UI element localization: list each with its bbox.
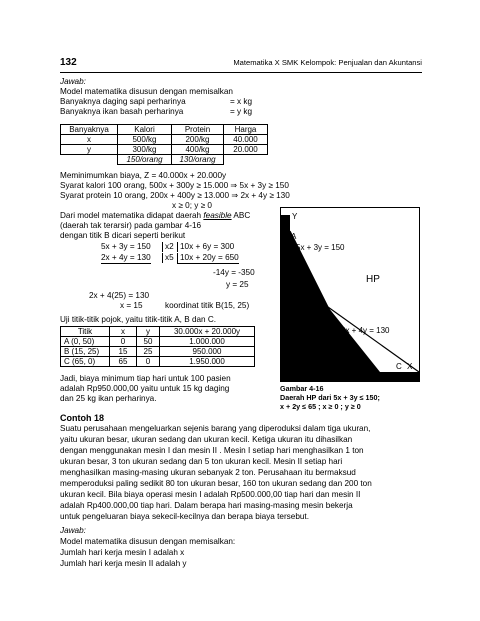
table-cell: 15 xyxy=(110,347,137,357)
table-header-cell: Protein xyxy=(172,125,224,135)
table-cell: 150/orang xyxy=(118,155,172,165)
var-x-label: Banyaknya daging sapi perharinya xyxy=(60,97,186,106)
table-cell: 130/orang xyxy=(172,155,224,165)
table-cell: 300/kg xyxy=(118,145,172,155)
table-row xyxy=(61,135,268,145)
elim-substitution: 2x + 4(25) = 130 xyxy=(89,291,150,300)
table-header-cell: 30.000x + 20.000y xyxy=(160,327,255,337)
example-line: Suatu perusahaan mengeluarkan sejenis barang yang diperoduksi dalam tiga ukuran, xyxy=(60,424,371,433)
conclusion-line-3: dan 25 kg ikan perharinya. xyxy=(60,394,157,403)
caption-line-2: x + 2y ≤ 65 ; x ≥ 0 ; y ≥ 0 xyxy=(280,402,361,411)
example-line: yaitu ukuran besar, ukuran sedang dan ukuran kecil. Ketiga ukuran itu dihasilkan xyxy=(60,435,353,444)
nutrition-table xyxy=(60,124,268,165)
example-line: ukuran besar, 3 ton ukuran sedang dan 5 ton ukuran kecil. Mesin II setiap hari xyxy=(60,457,343,466)
x-axis-label: X xyxy=(407,362,413,371)
conclusion-line-1: Jadi, biaya minimum tiap hari untuk 100 pasien xyxy=(60,374,231,383)
table-cell: 1.950.000 xyxy=(160,357,255,367)
page-number: 132 xyxy=(60,57,77,68)
table-header-cell: Titik xyxy=(61,327,110,337)
table-header-cell: x xyxy=(110,327,137,337)
example-line: menghasilkan masing-masing ukuran sebanyak 2 ton. Perusahaan itu bermaksud xyxy=(60,468,356,477)
table-cell: C (65, 0) xyxy=(61,357,110,367)
elim-mult2: x5 xyxy=(162,253,174,263)
table-cell: 400/kg xyxy=(172,145,224,155)
region-suffix: ABC xyxy=(231,211,251,220)
page-header xyxy=(60,54,422,73)
figure-caption xyxy=(280,384,380,411)
table-cell: 0 xyxy=(110,337,137,347)
line1-label: 5x + 3y = 150 xyxy=(296,243,345,252)
table-cell xyxy=(61,155,118,165)
elim-eq2: 2x + 4y = 130 xyxy=(101,253,151,264)
objective-line: Meminimumkan biaya, Z = 40.000x + 20.000y xyxy=(60,171,227,180)
book-title: Matematika X SMK Kelompok: Penjualan dan Akuntansi xyxy=(233,58,422,67)
corner-point-table xyxy=(60,326,255,367)
example-heading: Contoh 18 xyxy=(60,413,104,423)
table-row xyxy=(61,347,255,357)
example-line: ukuran kecil. Bila biaya operasi mesin I adalah Rp500.000,00 tiap hari dan mesin II xyxy=(60,490,361,499)
table-header-cell: Kalori xyxy=(118,125,172,135)
nonneg-constraint: x ≥ 0; y ≥ 0 xyxy=(172,201,212,210)
jawab-label-2: Jawab: xyxy=(60,526,86,535)
test-corner-points: Uji titik-titik pojok, yaitu titik-titik A, B dan C. xyxy=(60,315,217,324)
caption-title: Gambar 4-16 xyxy=(280,384,324,393)
example-line: memperoduksi paling sedikit 80 ton ukuran besar, 160 ton ukuran sedang dan 200 ton xyxy=(60,479,372,488)
table-row xyxy=(61,145,268,155)
conclusion-line-2: adalah Rp950.000,00 yaitu untuk 15 kg daging xyxy=(60,384,230,393)
hp-label: HP xyxy=(366,274,380,285)
elim-mult1: x2 xyxy=(162,242,174,252)
var-y-label: Banyaknya ikan basah perharinya xyxy=(60,107,184,116)
example-line: adalah Rp400.000,00 tiap hari. Dalam berapa hari masing-masing mesin bekerja xyxy=(60,501,353,510)
var-y-value: = y kg xyxy=(230,107,253,116)
table-cell: y xyxy=(61,145,118,155)
table-header-cell: y xyxy=(137,327,160,337)
table-header-row xyxy=(61,327,255,337)
line2-label: 2x + 4y = 130 xyxy=(341,326,390,335)
feasible-word: feasible xyxy=(203,211,232,220)
table-cell xyxy=(224,155,268,165)
point-c-label: C xyxy=(396,362,402,371)
region-line-2: (daerah tak terarsir) pada gambar 4-16 xyxy=(60,221,202,230)
table-cell: 950.000 xyxy=(160,347,255,357)
table-cell: 0 xyxy=(137,357,160,367)
var-x-value: = x kg xyxy=(230,97,253,106)
table-header-row xyxy=(61,125,268,135)
region-line-3: dengan titik B dicari seperti berikut xyxy=(60,231,186,240)
elim-res1: 10x + 6y = 300 xyxy=(177,242,234,252)
answer-line: Jumlah hari kerja mesin II adalah y xyxy=(60,559,187,568)
table-cell: x xyxy=(61,135,118,145)
feasible-region-graph xyxy=(280,207,420,382)
table-cell: B (15, 25) xyxy=(61,347,110,357)
protein-constraint: Syarat protein 10 orang, 200x + 400y ≥ 13.000 ⇒ 2x + 4y ≥ 130 xyxy=(60,191,290,200)
caption-line-1: Daerah HP dari 5x + 3y ≤ 150; xyxy=(280,393,380,402)
elim-eq1: 5x + 3y = 150 xyxy=(101,242,151,251)
example-line: untuk pengeluaran biaya sekecil-kecilnya dan berapa biaya tersebut. xyxy=(60,512,309,521)
table-cell: 65 xyxy=(110,357,137,367)
y-axis-label: Y xyxy=(292,212,298,221)
elim-y-value: y = 25 xyxy=(226,280,249,289)
table-cell: 40.000 xyxy=(224,135,268,145)
example-line: dengan menggunakan mesin I dan mesin II . Mesin I setiap hari menghasilkan 1 ton xyxy=(60,446,364,455)
model-intro: Model matematika disusun dengan memisalkan xyxy=(60,87,233,96)
table-cell: 50 xyxy=(137,337,160,347)
region-line-1 xyxy=(60,211,250,221)
calorie-constraint: Syarat kalori 100 orang, 500x + 300y ≥ 15.000 ⇒ 5x + 3y ≥ 150 xyxy=(60,181,289,190)
table-header-cell: Banyaknya xyxy=(61,125,118,135)
table-cell: 20.000 xyxy=(224,145,268,155)
point-b-coordinate: koordinat titik B(15, 25) xyxy=(165,301,250,310)
answer-line: Jumlah hari kerja mesin I adalah x xyxy=(60,548,185,557)
jawab-label: Jawab: xyxy=(60,77,86,86)
table-row xyxy=(61,155,268,165)
region-text: Dari model matematika didapat daerah xyxy=(60,211,204,220)
table-cell: 200/kg xyxy=(172,135,224,145)
table-cell: 500/kg xyxy=(118,135,172,145)
table-row xyxy=(61,337,255,347)
elim-diff: -14y = -350 xyxy=(213,268,255,277)
elim-res2: 10x + 20y = 650 xyxy=(177,253,239,264)
table-cell: 25 xyxy=(137,347,160,357)
table-cell: A (0, 50) xyxy=(61,337,110,347)
table-cell: 1.000.000 xyxy=(160,337,255,347)
elim-x-value: x = 15 xyxy=(120,301,143,310)
answer-line: Model matematika disusun dengan memisalkan: xyxy=(60,537,236,546)
point-a-label: A xyxy=(291,232,297,241)
table-row xyxy=(61,357,255,367)
table-header-cell: Harga xyxy=(224,125,268,135)
